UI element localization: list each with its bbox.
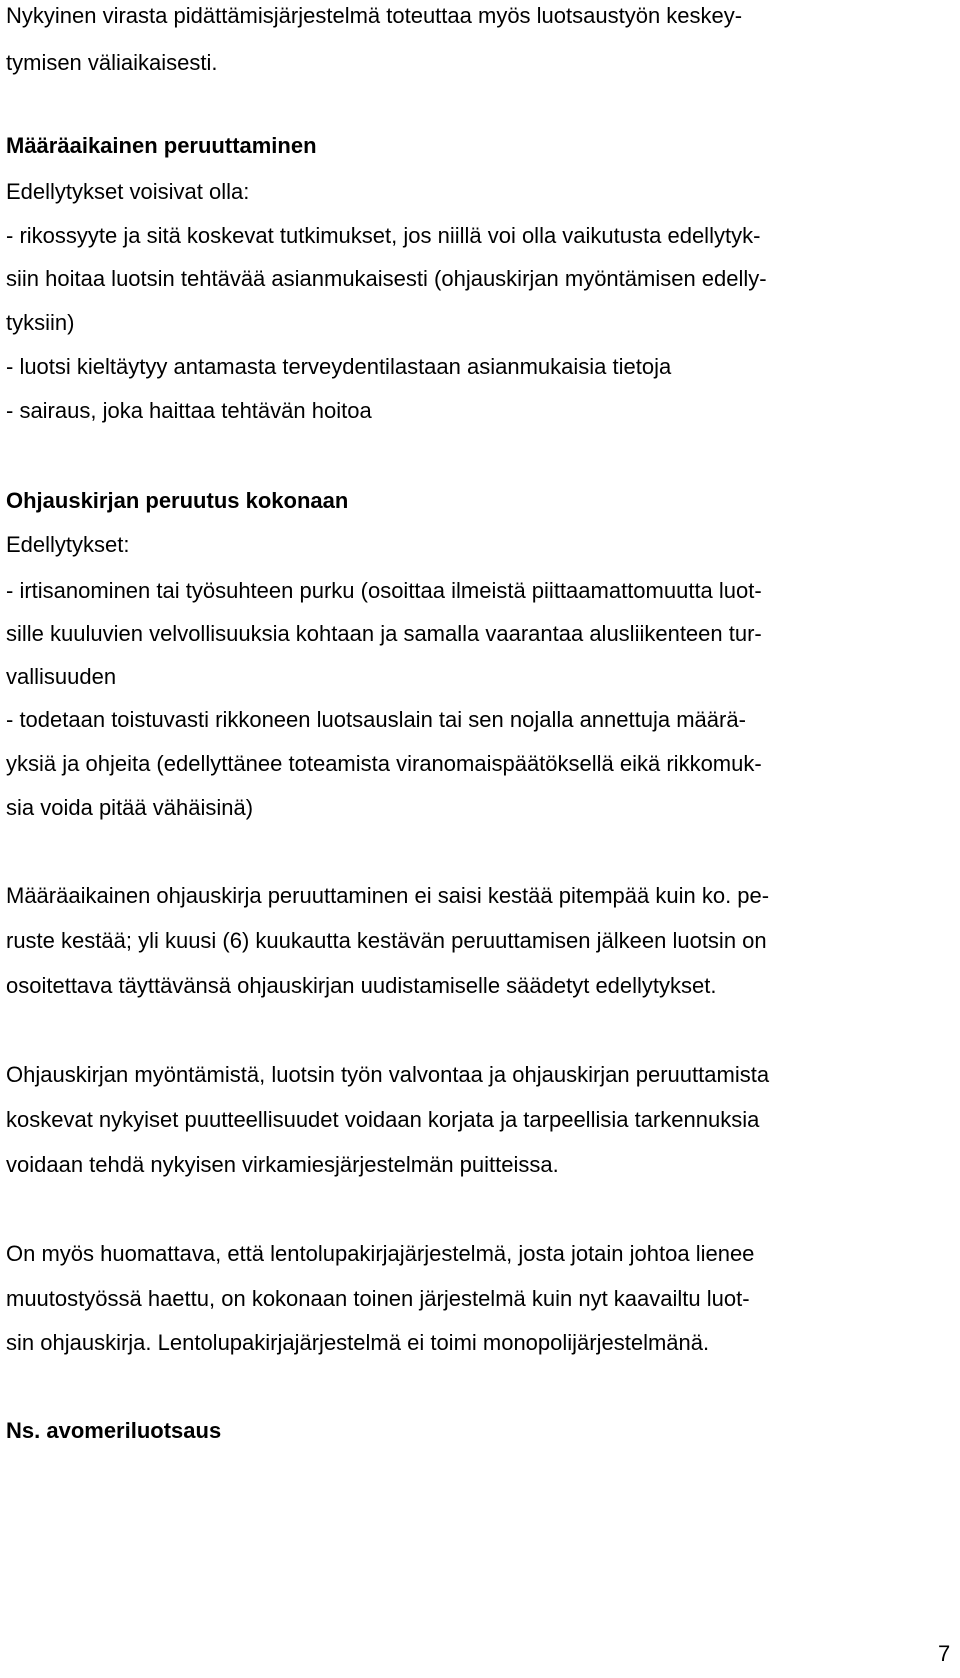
- section-heading-full-revocation: Ohjauskirjan peruutus kokonaan: [6, 488, 349, 513]
- intro-line: tymisen väliaikaisesti.: [6, 50, 218, 75]
- text-line: - luotsi kieltäytyy antamasta terveydentilastaan asianmukaisia tietoja: [6, 354, 672, 379]
- text-line: - rikossyyte ja sitä koskevat tutkimukset, jos niillä voi olla vaikutusta edellytyk-: [6, 223, 761, 248]
- section-heading-offshore-pilotage: Ns. avomeriluotsaus: [6, 1418, 222, 1443]
- section-heading-fixed-term: Määräaikainen peruuttaminen: [6, 133, 317, 158]
- text-line: Edellytykset voisivat olla:: [6, 179, 250, 204]
- paragraph-line: On myös huomattava, että lentolupakirjajärjestelmä, josta jotain johtoa lienee: [6, 1241, 755, 1266]
- text-line: Edellytykset:: [6, 532, 130, 557]
- intro-line: Nykyinen virasta pidättämisjärjestelmä toteuttaa myös luotsaustyön keskey-: [6, 3, 743, 28]
- text-line: - todetaan toistuvasti rikkoneen luotsauslain tai sen nojalla annettuja määrä-: [6, 707, 746, 732]
- page-number: 7: [938, 1641, 951, 1666]
- text-line: siin hoitaa luotsin tehtävää asianmukaisesti (ohjauskirjan myöntämisen edelly-: [6, 266, 767, 291]
- paragraph-line: voidaan tehdä nykyisen virkamiesjärjestelmän puitteissa.: [6, 1152, 559, 1177]
- text-line: yksiä ja ohjeita (edellyttänee toteamista viranomaispäätöksellä eikä rikkomuk-: [6, 751, 762, 776]
- paragraph-line: sin ohjauskirja. Lentolupakirjajärjestelmä ei toimi monopolijärjestelmänä.: [6, 1330, 710, 1355]
- paragraph-line: muutostyössä haettu, on kokonaan toinen järjestelmä kuin nyt kaavailtu luot-: [6, 1286, 750, 1311]
- text-line: vallisuuden: [6, 664, 117, 689]
- text-line: - sairaus, joka haittaa tehtävän hoitoa: [6, 398, 372, 423]
- paragraph-line: Määräaikainen ohjauskirja peruuttaminen ei saisi kestää pitempää kuin ko. pe-: [6, 883, 770, 908]
- paragraph-line: koskevat nykyiset puutteellisuudet voidaan korjata ja tarpeellisia tarkennuksia: [6, 1107, 760, 1132]
- paragraph-line: ruste kestää; yli kuusi (6) kuukautta kestävän peruuttamisen jälkeen luotsin on: [6, 928, 767, 953]
- paragraph-line: osoitettava täyttävänsä ohjauskirjan uudistamiselle säädetyt edellytykset.: [6, 973, 717, 998]
- text-line: tyksiin): [6, 310, 75, 335]
- text-line: sia voida pitää vähäisinä): [6, 795, 254, 820]
- text-line: - irtisanominen tai työsuhteen purku (osoittaa ilmeistä piittaamattomuutta luot-: [6, 578, 762, 603]
- paragraph-line: Ohjauskirjan myöntämistä, luotsin työn valvontaa ja ohjauskirjan peruuttamista: [6, 1062, 770, 1087]
- text-line: sille kuuluvien velvollisuuksia kohtaan ja samalla vaarantaa alusliikenteen tur-: [6, 621, 762, 646]
